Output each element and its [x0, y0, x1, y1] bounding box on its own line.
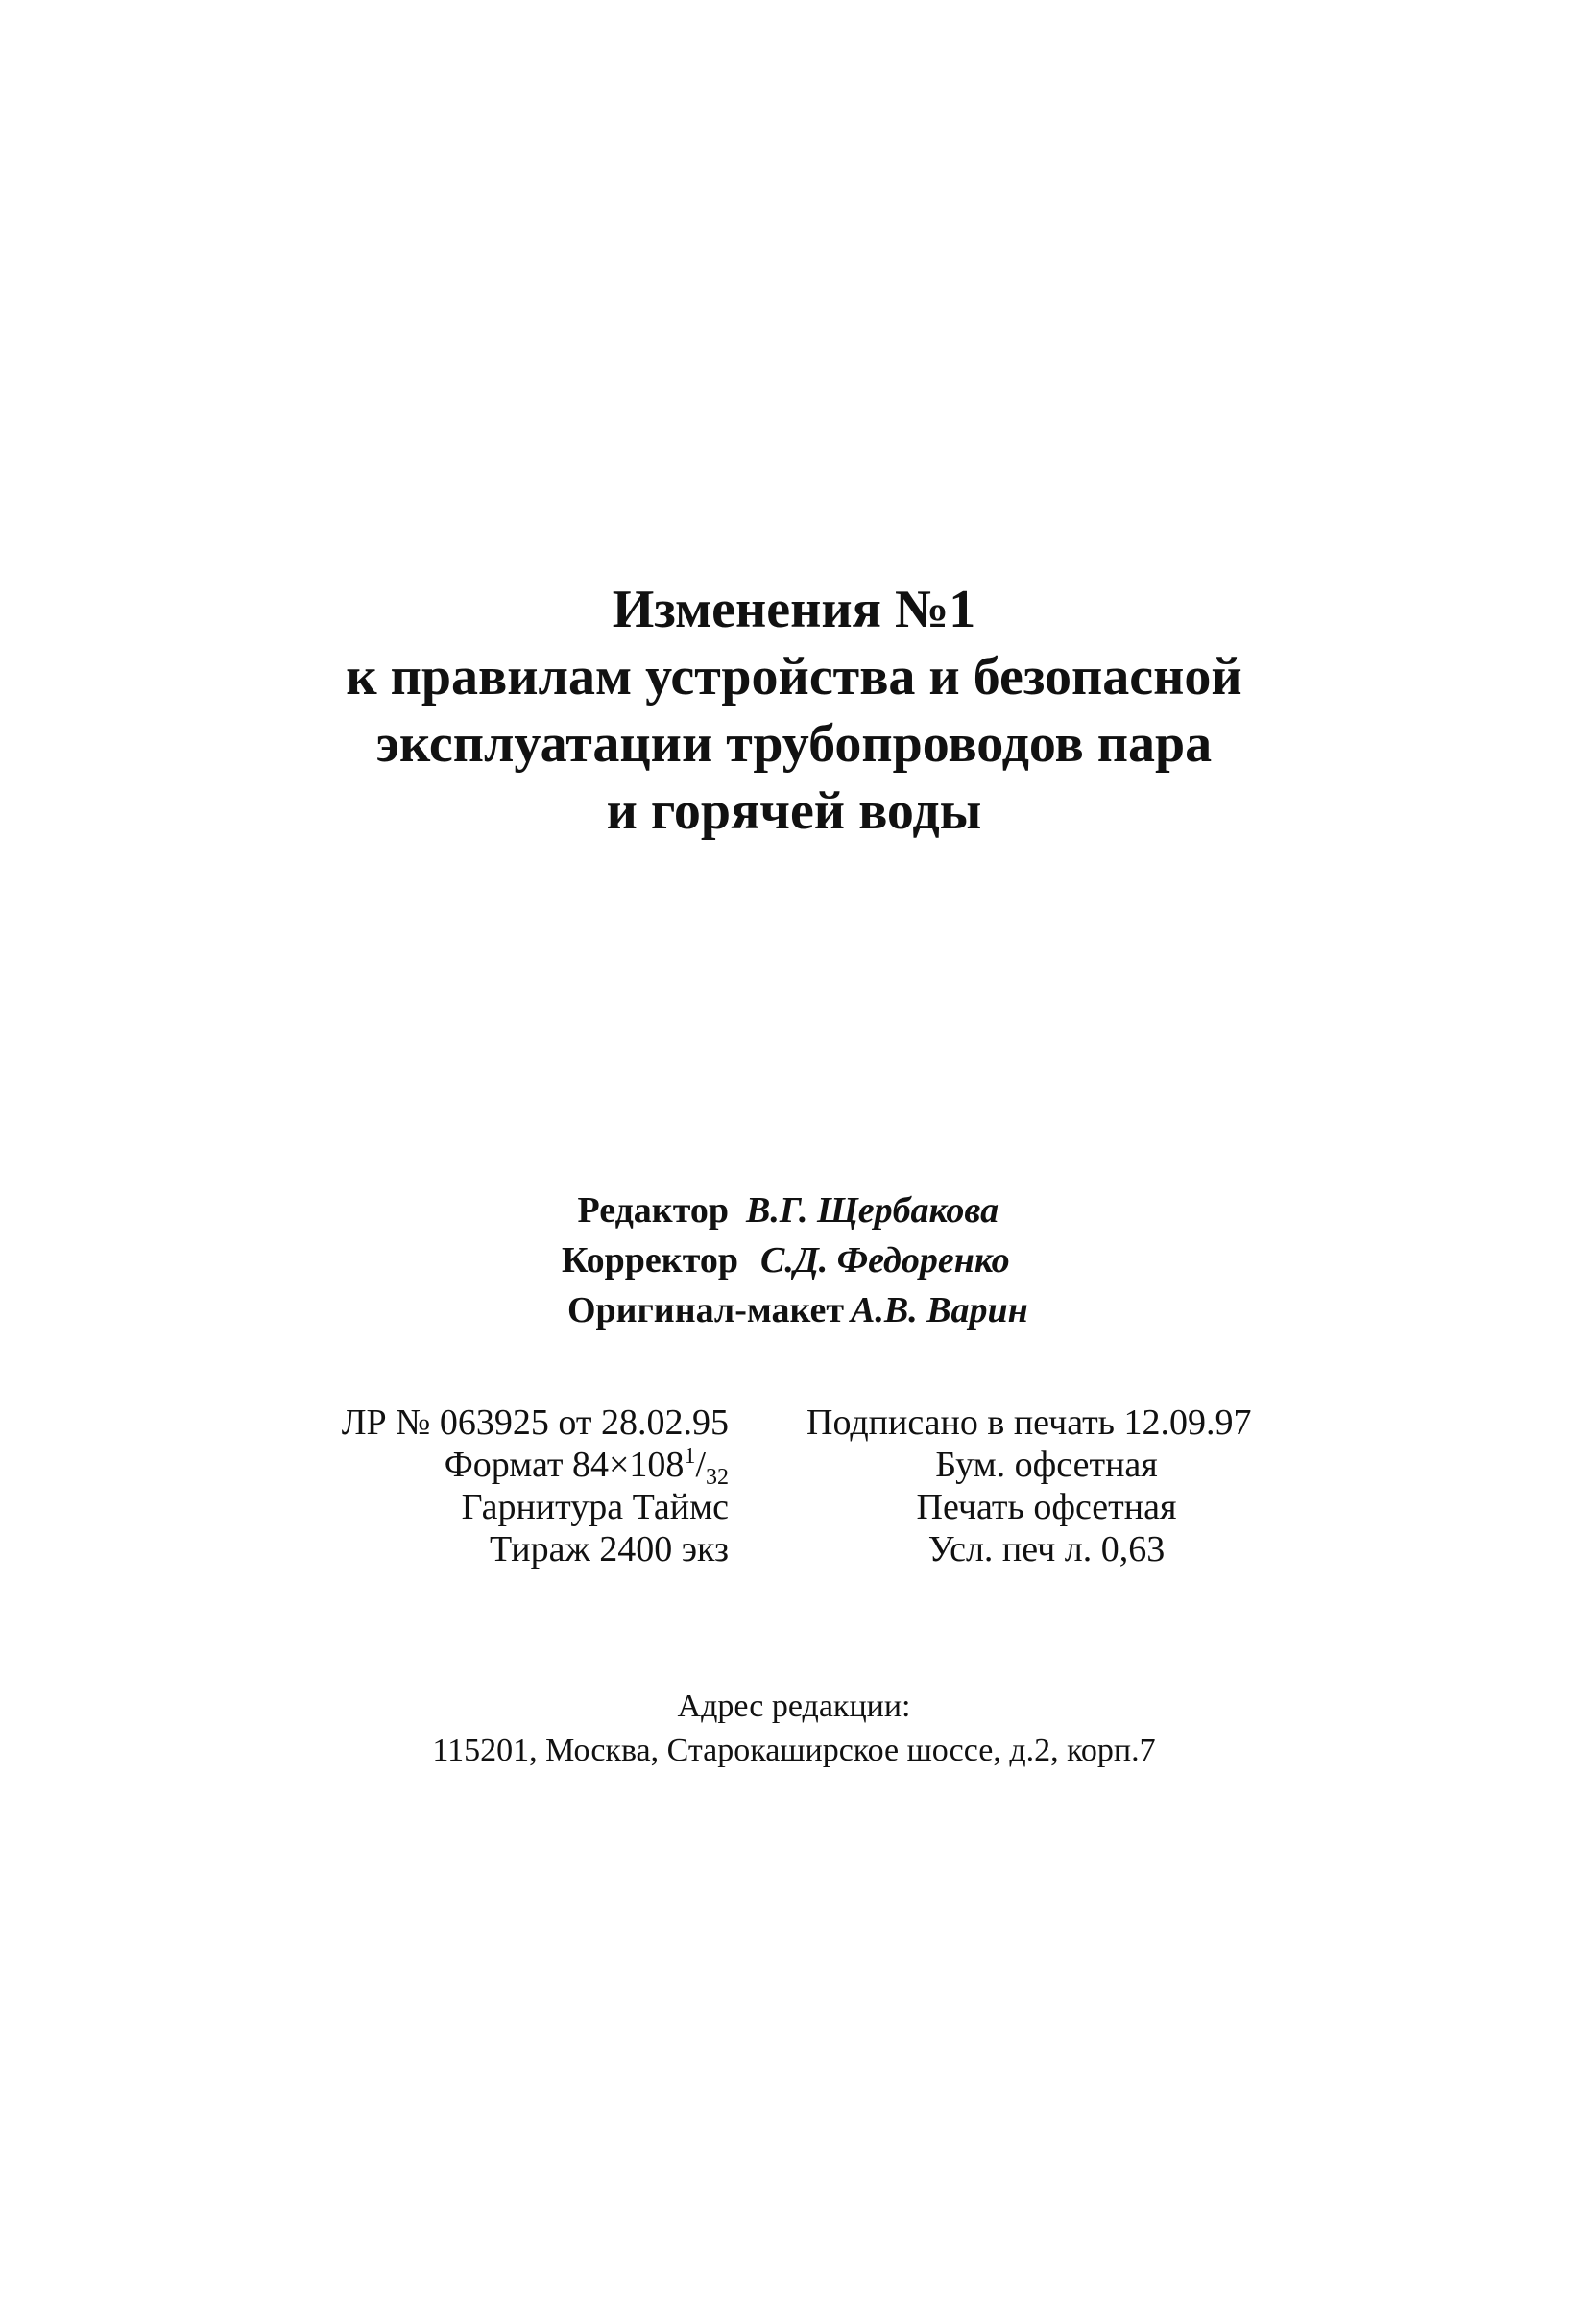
imprint-format	[342, 1444, 729, 1490]
credit-role-proofreader: Корректор	[562, 1240, 738, 1281]
imprint-format-sub: 32	[706, 1465, 729, 1490]
imprint-license: ЛР № 063925 от 28.02.95	[341, 1402, 729, 1443]
credit-proofreader	[0, 1235, 1588, 1285]
imprint-format-prefix: Формат 84×108	[444, 1445, 685, 1485]
imprint-right-column	[806, 1402, 1325, 1570]
credit-name-proofreader: С.Д. Федоренко	[760, 1240, 1010, 1281]
credit-name-layout: А.В. Варин	[851, 1290, 1028, 1330]
imprint-sheets: Усл. печ л. 0,63	[927, 1529, 1166, 1569]
imprint-typeface: Гарнитура Таймс	[461, 1487, 729, 1527]
address-block	[0, 1685, 1588, 1773]
title-line-1: Изменения №1	[612, 580, 976, 639]
imprint-signed: Подписано в печать 12.09.97	[806, 1402, 1252, 1443]
imprint-left-column	[342, 1402, 729, 1570]
imprint-printing: Печать офсетная	[916, 1487, 1177, 1527]
title-line-4: и горячей воды	[606, 781, 982, 841]
credits-block	[0, 1186, 1588, 1335]
title-line-2: к правилам устройства и безопасной	[346, 647, 1242, 707]
credit-role-editor: Редактор	[577, 1190, 729, 1231]
address-label: Адрес редакции:	[677, 1689, 911, 1724]
imprint-format-slash: /	[695, 1445, 706, 1485]
credit-editor	[0, 1186, 1588, 1235]
address-value: 115201, Москва, Старокаширское шоссе, д.2, корп.7	[432, 1733, 1156, 1768]
credit-role-layout: Оригинал-макет	[566, 1290, 844, 1330]
title-line-3: эксплуатации трубопроводов пара	[375, 714, 1213, 774]
credit-name-editor: В.Г. Щербакова	[746, 1190, 999, 1231]
imprint-print-run: Тираж 2400 экз	[489, 1529, 729, 1569]
document-title	[0, 576, 1588, 845]
credit-layout	[0, 1285, 1588, 1335]
imprint-paper: Бум. офсетная	[935, 1445, 1158, 1485]
imprint-format-sup: 1	[684, 1444, 696, 1469]
